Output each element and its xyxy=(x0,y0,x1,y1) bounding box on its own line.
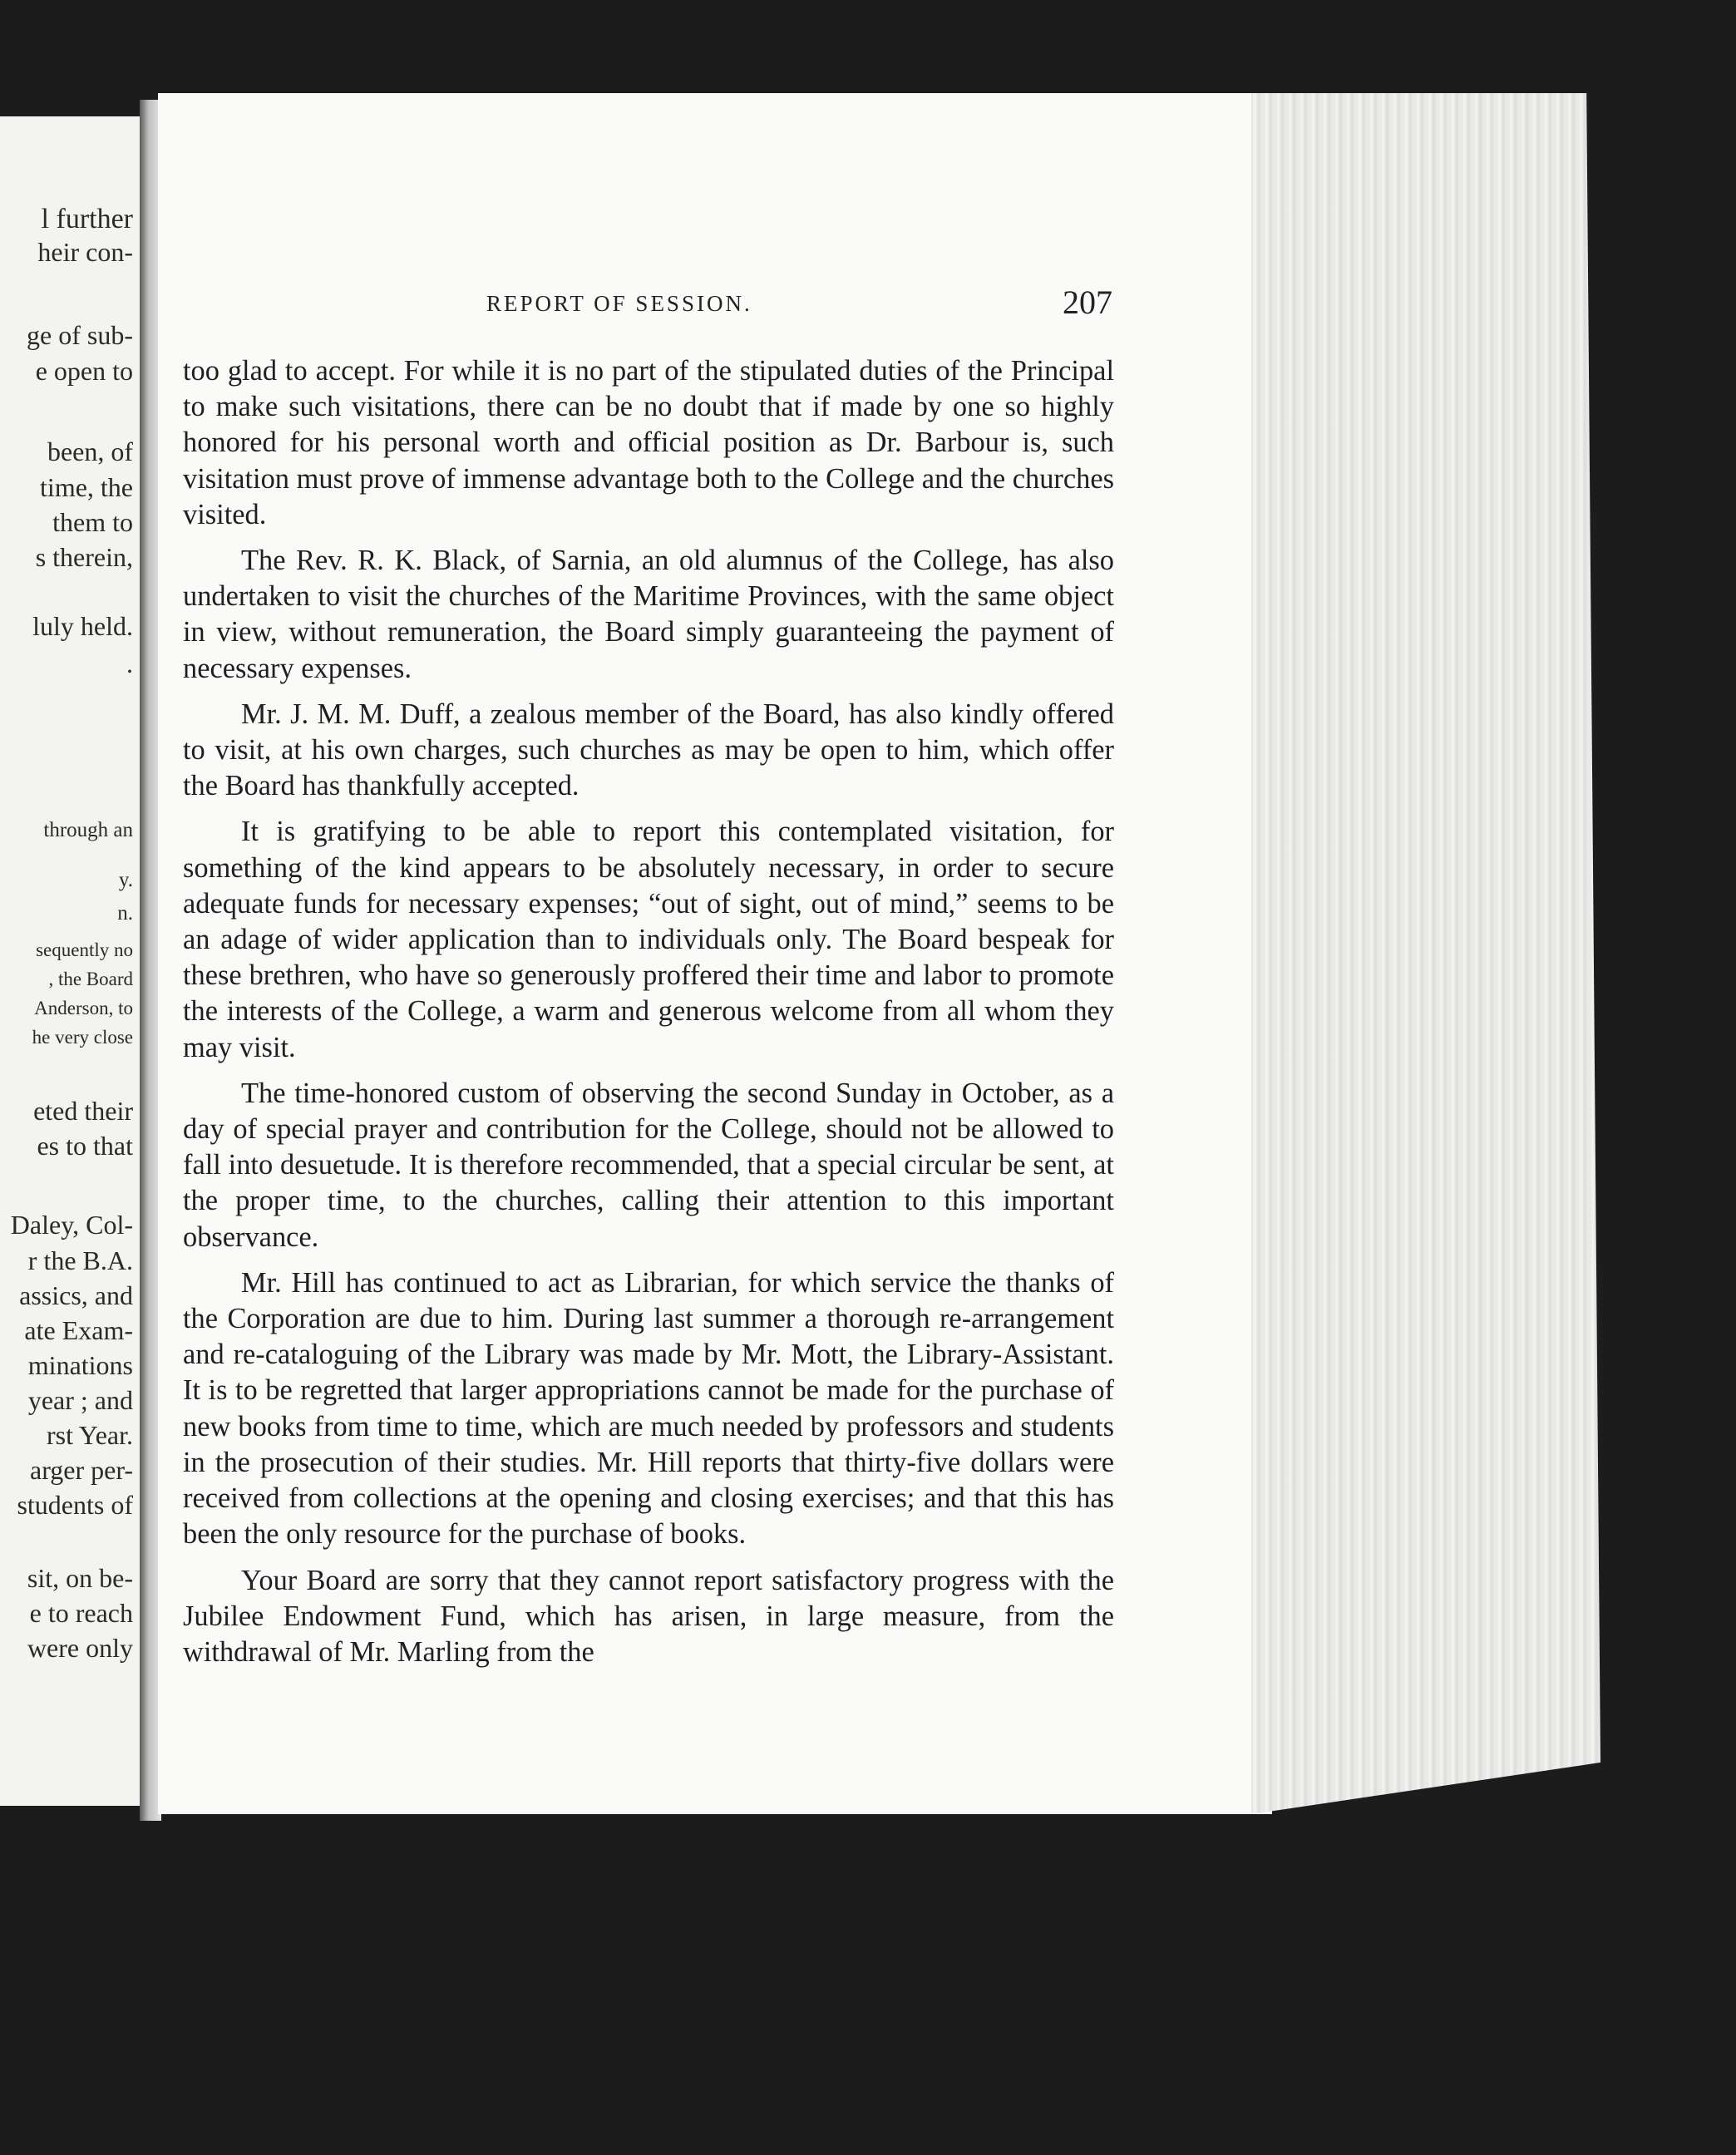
left-page-line: students of xyxy=(17,1490,133,1520)
page-number: 207 xyxy=(1063,284,1112,321)
left-page-line: luly held. xyxy=(32,611,133,641)
left-page-line: sequently no xyxy=(36,939,133,960)
left-page-line: rst Year. xyxy=(46,1420,133,1450)
left-page-line: arger per- xyxy=(29,1455,133,1485)
left-page-line: y. xyxy=(118,869,133,891)
left-page-line: e open to xyxy=(35,356,133,386)
left-page-line: minations xyxy=(27,1350,133,1380)
running-title: REPORT OF SESSION. xyxy=(486,291,752,316)
left-page-line: Daley, Col- xyxy=(10,1210,133,1240)
left-page-line: , the Board xyxy=(48,969,133,989)
running-header xyxy=(183,283,1114,333)
paragraph: Mr. J. M. M. Duff, a zealous member of the Board, has also kindly offered to visit, at his own charges, such churches as may be open to him, which offer the Board has thankfully accepted. xyxy=(183,698,1114,802)
left-page-line: through an xyxy=(43,819,133,841)
paragraph: Your Board are sorry that they cannot report satisfactory progress with the Jubilee Endowment Fund, which has arisen, in large measure, from the withdrawal of Mr. Marling from the xyxy=(183,1564,1114,1668)
left-page-line: ate Exam- xyxy=(24,1315,133,1345)
left-page-line: ge of sub- xyxy=(27,320,133,350)
left-page-line: s therein, xyxy=(35,542,133,572)
left-page-line: he very close xyxy=(32,1027,133,1048)
left-page-line: Anderson, to xyxy=(34,998,133,1018)
previous-page-fragment xyxy=(0,116,140,1806)
left-page-line: n. xyxy=(117,902,133,925)
left-page-line: e to reach xyxy=(29,1598,133,1628)
left-page-line: were only xyxy=(27,1633,133,1663)
body-text xyxy=(183,353,1114,1680)
left-page-line: time, the xyxy=(40,472,133,502)
paragraph: too glad to accept. For while it is no part of the stipulated duties of the Principal to make such visitations, there can be no doubt that if made by one so highly honored for his personal worth and official position as Dr. Barbour is, such visitation must prove of immense advantage both to the College and the churches visited. xyxy=(183,355,1114,530)
left-page-line: heir con- xyxy=(37,237,133,267)
paragraph: The Rev. R. K. Black, of Sarnia, an old alumnus of the College, has also undertaken to visit the churches of the Maritime Provinces, with the same object in view, without remuneration, the Board simply guaranteeing the payment of necessary expenses. xyxy=(183,545,1114,684)
left-page-line: r the B.A. xyxy=(27,1245,133,1275)
paragraph: The time-honored custom of observing the second Sunday in October, as a day of special prayer and contribution for the College, should not be allowed to fall into desuetude. It is therefore recommended, that a special circular be sent, at the proper time, to the churches, calling their attention to this important observance. xyxy=(183,1077,1114,1253)
left-page-line: year ; and xyxy=(27,1385,133,1415)
left-page-line: . xyxy=(126,648,133,678)
paragraph: Mr. Hill has continued to act as Librarian, for which service the thanks of the Corporation are due to him. During last summer a thorough re-arrangement and re-cataloguing of the Library was made by Mr. Mott, the Library-Assistant. It is to be regretted that larger appropriations cannot be made for the purchase of new books from time to time, which are much needed by professors and students in the prosecution of their studies. Mr. Hill reports that thirty-five dollars were received from collections at the opening and closing exercises; and that this has been the only resource for the purchase of books. xyxy=(183,1266,1114,1551)
left-page-line: been, of xyxy=(47,436,133,466)
left-page-line: eted their xyxy=(33,1096,133,1126)
left-page-line: es to that xyxy=(37,1131,133,1161)
left-page-line: assics, and xyxy=(19,1280,133,1310)
page-edges xyxy=(1251,93,1600,1814)
left-page-line: l further xyxy=(41,204,133,234)
left-page-line: them to xyxy=(52,507,133,537)
paragraph: It is gratifying to be able to report this contemplated visitation, for something of the kind appears to be absolutely necessary, in order to secure adequate funds for necessary expenses; “out of sight, out of mind,” seems to be an adage of wider application than to individuals only. The Board bespeak for these brethren, who have so generously proffered their time and labor to promote the interests of the College, a warm and generous welcome from all whom they may visit. xyxy=(183,816,1114,1063)
left-page-line: sit, on be- xyxy=(27,1563,133,1593)
